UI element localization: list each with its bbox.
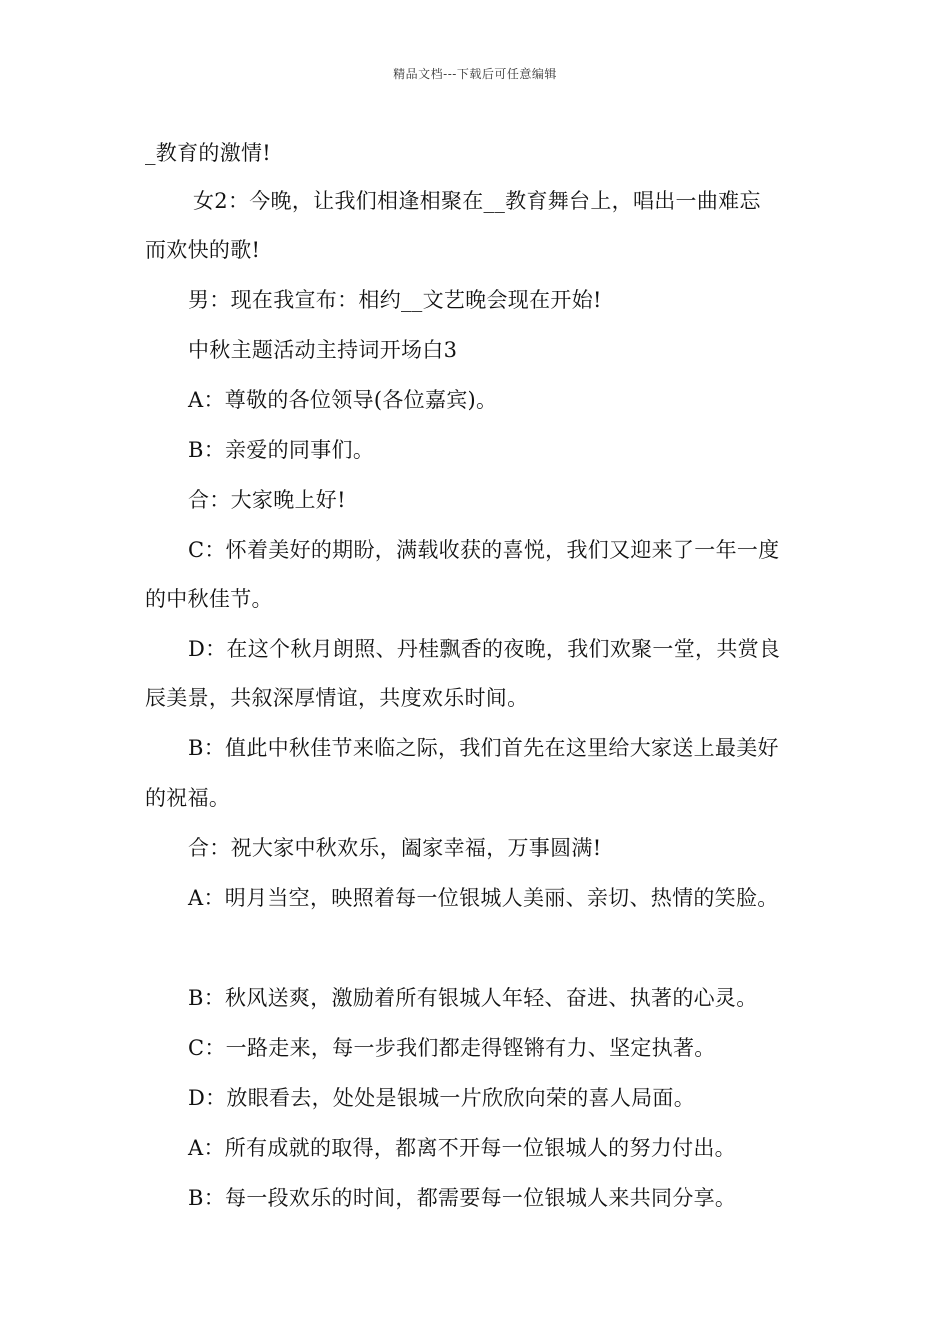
- paragraph-line: 合：大家晚上好!: [188, 488, 346, 512]
- page-header: 精品文档---下载后可任意编辑: [393, 67, 557, 81]
- paragraph-line: 辰美景，共叙深厚情谊，共度欢乐时间。: [145, 686, 529, 710]
- paragraph-line: B：值此中秋佳节来临之际，我们首先在这里给大家送上最美好: [188, 736, 779, 760]
- paragraph-line: 的中秋佳节。: [145, 587, 273, 611]
- paragraph-line: D：在这个秋月朗照、丹桂飘香的夜晚，我们欢聚一堂，共赏良: [188, 637, 781, 661]
- paragraph-line: B：亲爱的同事们。: [188, 438, 375, 462]
- paragraph-line: 男：现在我宣布：相约__文艺晚会现在开始!: [188, 288, 602, 312]
- paragraph-line: A：明月当空，映照着每一位银城人美丽、亲切、热情的笑脸。: [188, 886, 779, 910]
- section-heading: 中秋主题活动主持词开场白3: [188, 338, 458, 362]
- paragraph-line: 的祝福。: [145, 786, 231, 810]
- paragraph-line: C：一路走来，每一步我们都走得铿锵有力、坚定执著。: [188, 1036, 716, 1060]
- paragraph-line: 女2：今晚，让我们相逢相聚在__教育舞台上，唱出一曲难忘: [193, 189, 761, 213]
- paragraph-line: A：所有成就的取得，都离不开每一位银城人的努力付出。: [188, 1136, 736, 1160]
- paragraph-line: 合：祝大家中秋欢乐，阖家幸福，万事圆满!: [188, 836, 602, 860]
- paragraph-line: D：放眼看去，处处是银城一片欣欣向荣的喜人局面。: [188, 1086, 696, 1110]
- paragraph-line: _教育的激情!: [145, 141, 272, 165]
- paragraph-line: B：每一段欢乐的时间，都需要每一位银城人来共同分享。: [188, 1186, 737, 1210]
- paragraph-line: B：秋风送爽，激励着所有银城人年轻、奋进、执著的心灵。: [188, 986, 758, 1010]
- paragraph-line: C：怀着美好的期盼，满载收获的喜悦，我们又迎来了一年一度: [188, 538, 780, 562]
- paragraph-line: 而欢快的歌!: [145, 238, 261, 262]
- paragraph-line: A：尊敬的各位领导(各位嘉宾)。: [188, 388, 498, 412]
